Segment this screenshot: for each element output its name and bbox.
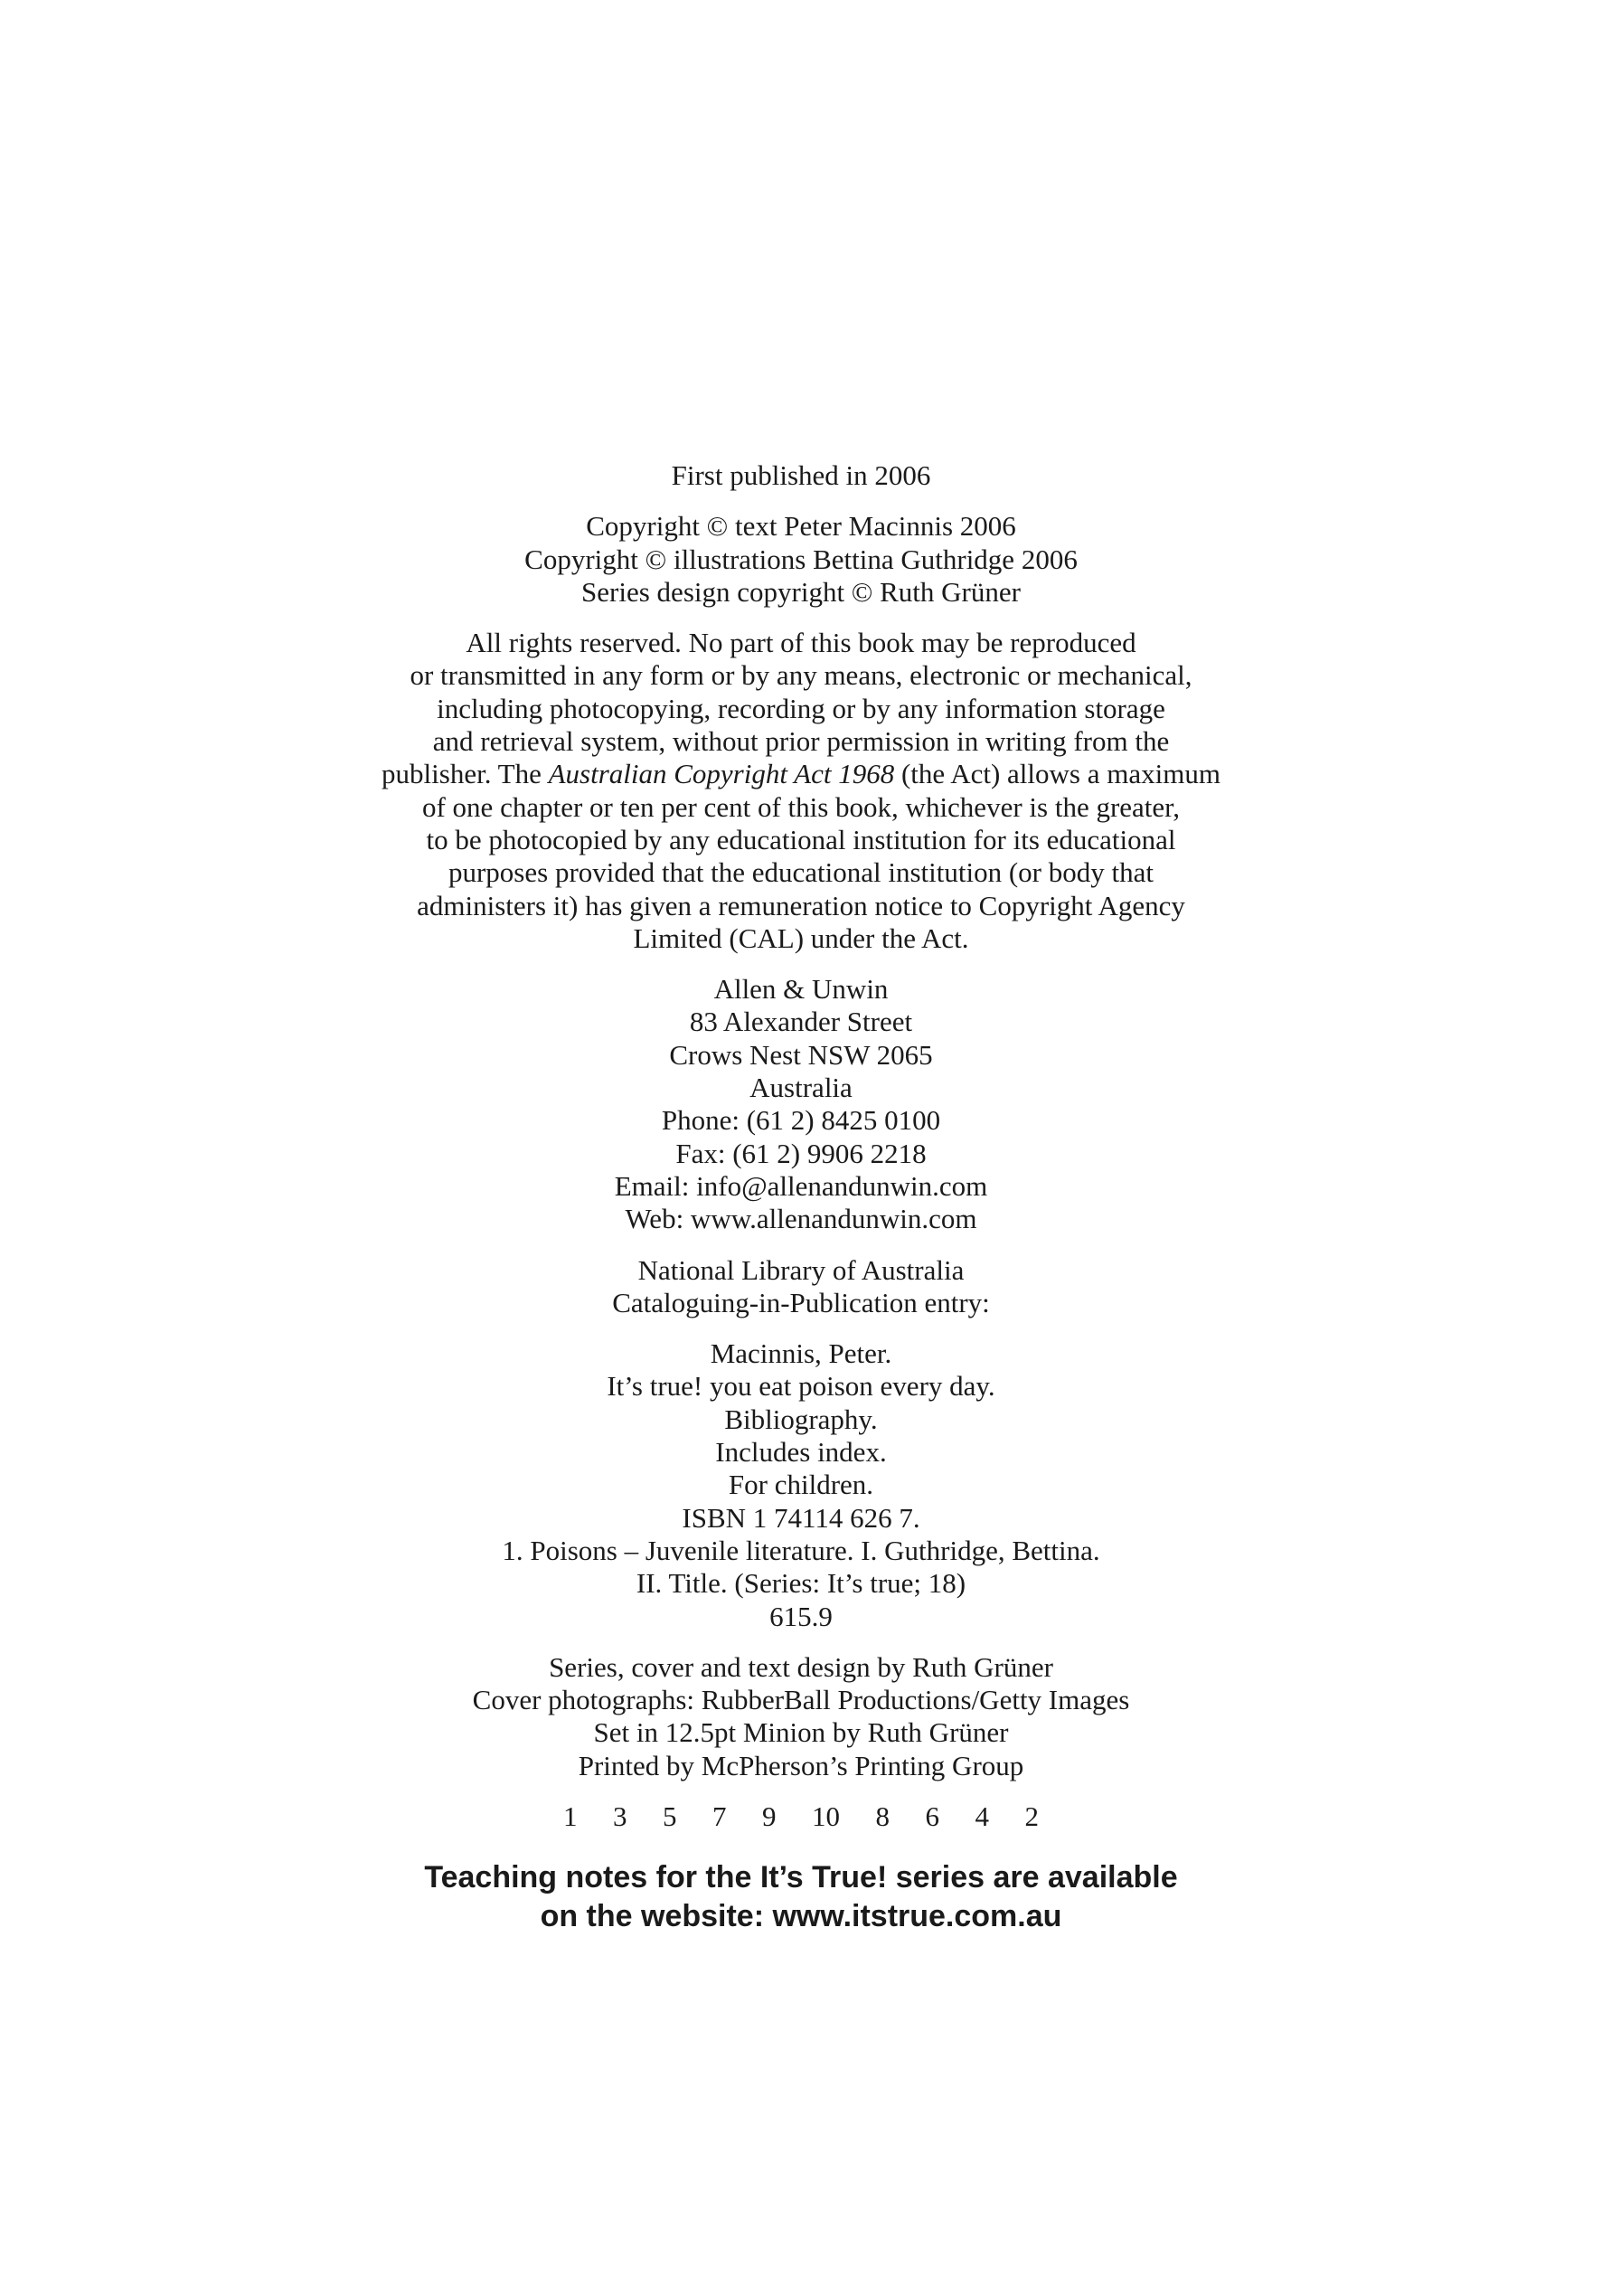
cip-title: It’s true! you eat poison every day. xyxy=(607,1370,995,1403)
rights-line: administers it) has given a remuneration notice to Copyright Agency xyxy=(417,889,1185,921)
rights-line: to be photocopied by any educational institution for its educational xyxy=(426,823,1176,855)
cip-note: Includes index. xyxy=(715,1436,887,1469)
cip-series: II. Title. (Series: It’s true; 18) xyxy=(636,1567,966,1600)
cip-note: For children. xyxy=(728,1469,874,1501)
rights-line: and retrieval system, without prior permission in writing from the xyxy=(432,725,1170,758)
nla-line: Cataloguing-in-Publication entry: xyxy=(612,1286,990,1318)
cip-note: Bibliography. xyxy=(724,1403,878,1435)
cip-isbn: ISBN 1 74114 626 7. xyxy=(682,1501,920,1534)
rights-line: or transmitted in any form or by any means, electronic or mechanical, xyxy=(410,659,1192,692)
publisher-country: Australia xyxy=(749,1072,853,1104)
copyright-illustrations-line: Copyright © illustrations Bettina Guthridge 2006 xyxy=(524,543,1078,575)
copyright-series-line: Series design copyright © Ruth Grüner xyxy=(581,575,1021,608)
cip-author: Macinnis, Peter. xyxy=(710,1337,892,1370)
rights-statement xyxy=(0,627,1602,955)
nla-line: National Library of Australia xyxy=(637,1253,965,1286)
publisher-fax: Fax: (61 2) 9906 2218 xyxy=(675,1137,927,1169)
publisher-web: Web: www.allenandunwin.com xyxy=(625,1203,977,1235)
rights-line: Limited (CAL) under the Act. xyxy=(633,921,969,954)
publisher-email: Email: info@allenandunwin.com xyxy=(614,1169,988,1202)
teaching-notes xyxy=(0,1858,1602,1936)
rights-line-post: (the Act) allows a maximum xyxy=(894,758,1220,790)
copyright-text-line: Copyright © text Peter Macinnis 2006 xyxy=(586,510,1016,543)
teaching-notes-website: on the website: www.itstrue.com.au xyxy=(540,1899,1062,1934)
copyright-page xyxy=(0,459,1602,1936)
rights-line-act xyxy=(0,758,1602,790)
publisher-street: 83 Alexander Street xyxy=(689,1006,913,1038)
printing-numbers xyxy=(0,1800,1602,1833)
print-run-line: 1 3 5 7 9 10 8 6 4 2 xyxy=(563,1800,1039,1832)
cip-entry xyxy=(0,1337,1602,1633)
first-published xyxy=(0,459,1602,492)
cip-subjects: 1. Poisons – Juvenile literature. I. Guthridge, Bettina. xyxy=(502,1534,1100,1566)
rights-line: All rights reserved. No part of this book may be reproduced xyxy=(466,627,1136,659)
copyright-notices xyxy=(0,510,1602,609)
rights-line: of one chapter or ten per cent of this book, whichever is the greater, xyxy=(421,790,1180,823)
act-title: Australian Copyright Act 1968 xyxy=(548,758,895,790)
publisher-name: Allen & Unwin xyxy=(713,973,889,1006)
publisher-address xyxy=(0,973,1602,1235)
teaching-notes-line: Teaching notes for the It’s True! series are available xyxy=(424,1860,1178,1895)
rights-line-pre: publisher. The xyxy=(382,758,549,790)
nla-heading xyxy=(0,1254,1602,1320)
credit-line: Set in 12.5pt Minion by Ruth Grüner xyxy=(593,1716,1009,1749)
production-credits xyxy=(0,1651,1602,1782)
credit-line: Series, cover and text design by Ruth Grüner xyxy=(549,1650,1053,1683)
rights-line: purposes provided that the educational institution (or body that xyxy=(448,856,1154,889)
cip-dewey: 615.9 xyxy=(769,1600,833,1632)
credit-line: Printed by McPherson’s Printing Group xyxy=(578,1749,1024,1781)
publisher-phone: Phone: (61 2) 8425 0100 xyxy=(661,1104,941,1137)
published-line: First published in 2006 xyxy=(671,459,931,491)
publisher-suburb: Crows Nest NSW 2065 xyxy=(669,1038,933,1071)
rights-line: including photocopying, recording or by any information storage xyxy=(437,692,1165,724)
credit-line: Cover photographs: RubberBall Productions/Getty Images xyxy=(472,1684,1130,1716)
